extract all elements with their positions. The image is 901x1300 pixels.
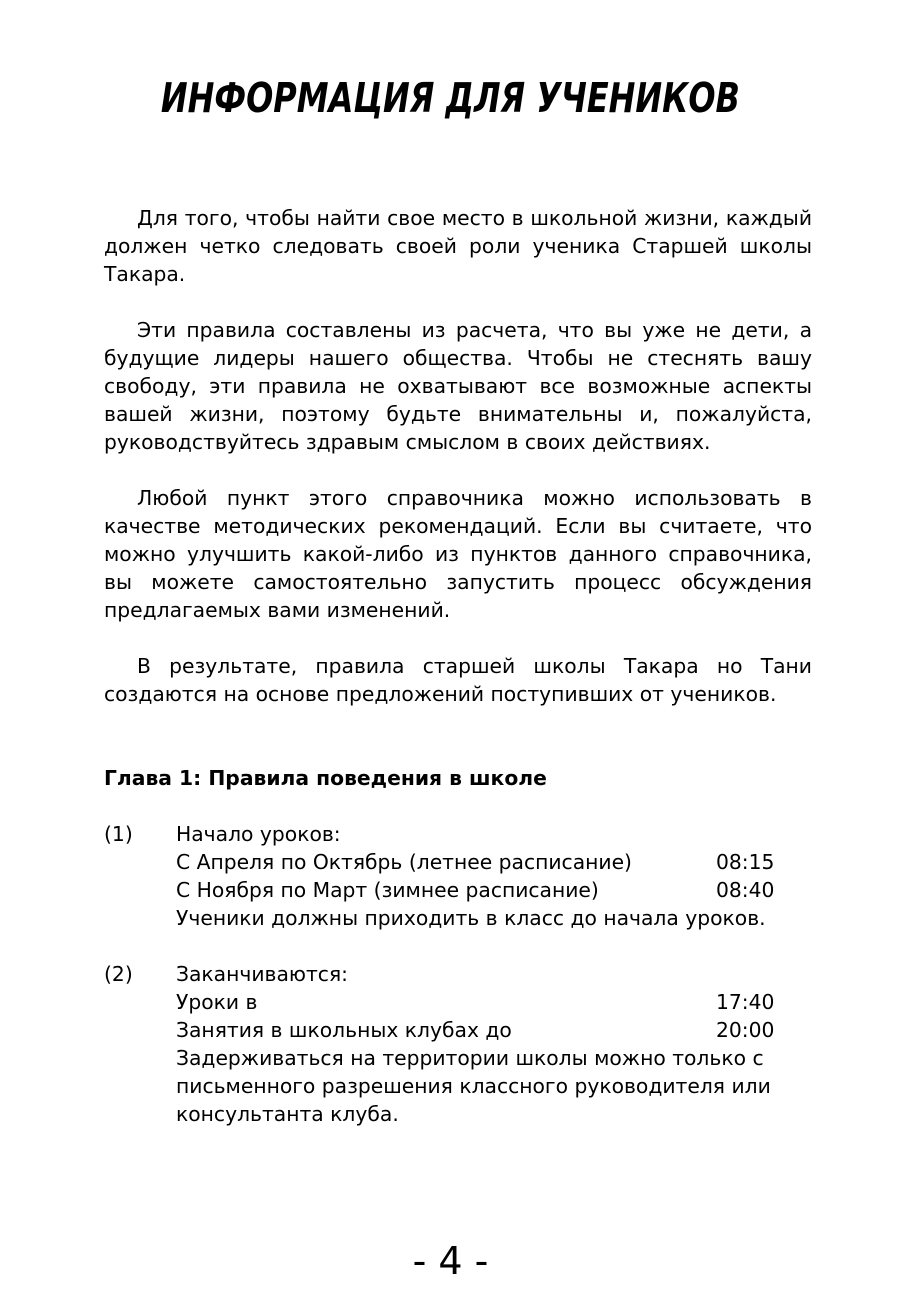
intro-paragraph-3: Любой пункт этого справочника можно использовать в качестве методических рекомендаций. Если вы считаете, что можно улучшить какой-либо из пунктов данного справочника, вы можете самостоятельно запустить процесс обсуждения предлагаемых вами изменений. (104, 486, 812, 622)
intro-paragraph-4: В результате, правила старшей школы Такара но Тани создаются на основе предложений поступивших от учеников. (104, 654, 812, 706)
schedule-time: 08:40 (716, 878, 775, 902)
schedule-row (176, 876, 776, 904)
rule-number: (2) (104, 962, 133, 986)
rule-note-line: консультанта клуба. (176, 1102, 399, 1126)
schedule-label: Занятия в школьных клубах до (176, 1018, 512, 1042)
schedule-time: 08:15 (716, 850, 775, 874)
schedule-time: 17:40 (716, 990, 775, 1014)
page-number: - 4 - (412, 1239, 489, 1283)
schedule-row (176, 848, 776, 876)
rule-heading: Начало уроков: (176, 822, 341, 846)
rule-number: (1) (104, 822, 133, 846)
rule-note-line: Задерживаться на территории школы можно только с (176, 1046, 764, 1070)
rule-body (176, 960, 776, 1128)
intro-paragraph-1: Для того, чтобы найти свое место в школьной жизни, каждый должен четко следовать своей роли ученика Старшей школы Такара. (104, 206, 812, 286)
page-title: ИНФОРМАЦИЯ ДЛЯ УЧЕНИКОВ (160, 74, 740, 122)
schedule-row (176, 988, 776, 1016)
rule-note-line: письменного разрешения классного руководителя или (176, 1074, 771, 1098)
rule-note: Ученики должны приходить в класс до начала уроков. (176, 906, 766, 930)
schedule-label: С Ноября по Март (зимнее расписание) (176, 878, 599, 902)
intro-paragraph-2: Эти правила составлены из расчета, что вы уже не дети, а будущие лидеры нашего общества. Чтобы не стеснять вашу свободу, эти правила не охватывают все возможные аспекты вашей жизни, поэтому будьте внимательны и, пожалуйста, руководствуйтесь здравым смыслом в своих действиях. (104, 318, 812, 454)
rule-heading: Заканчиваются: (176, 962, 348, 986)
schedule-label: Уроки в (176, 990, 258, 1014)
schedule-time: 20:00 (716, 1018, 775, 1042)
schedule-row (176, 1016, 776, 1044)
chapter-heading: Глава 1: Правила поведения в школе (104, 766, 547, 790)
rule-body (176, 820, 776, 932)
schedule-label: С Апреля по Октябрь (летнее расписание) (176, 850, 632, 874)
